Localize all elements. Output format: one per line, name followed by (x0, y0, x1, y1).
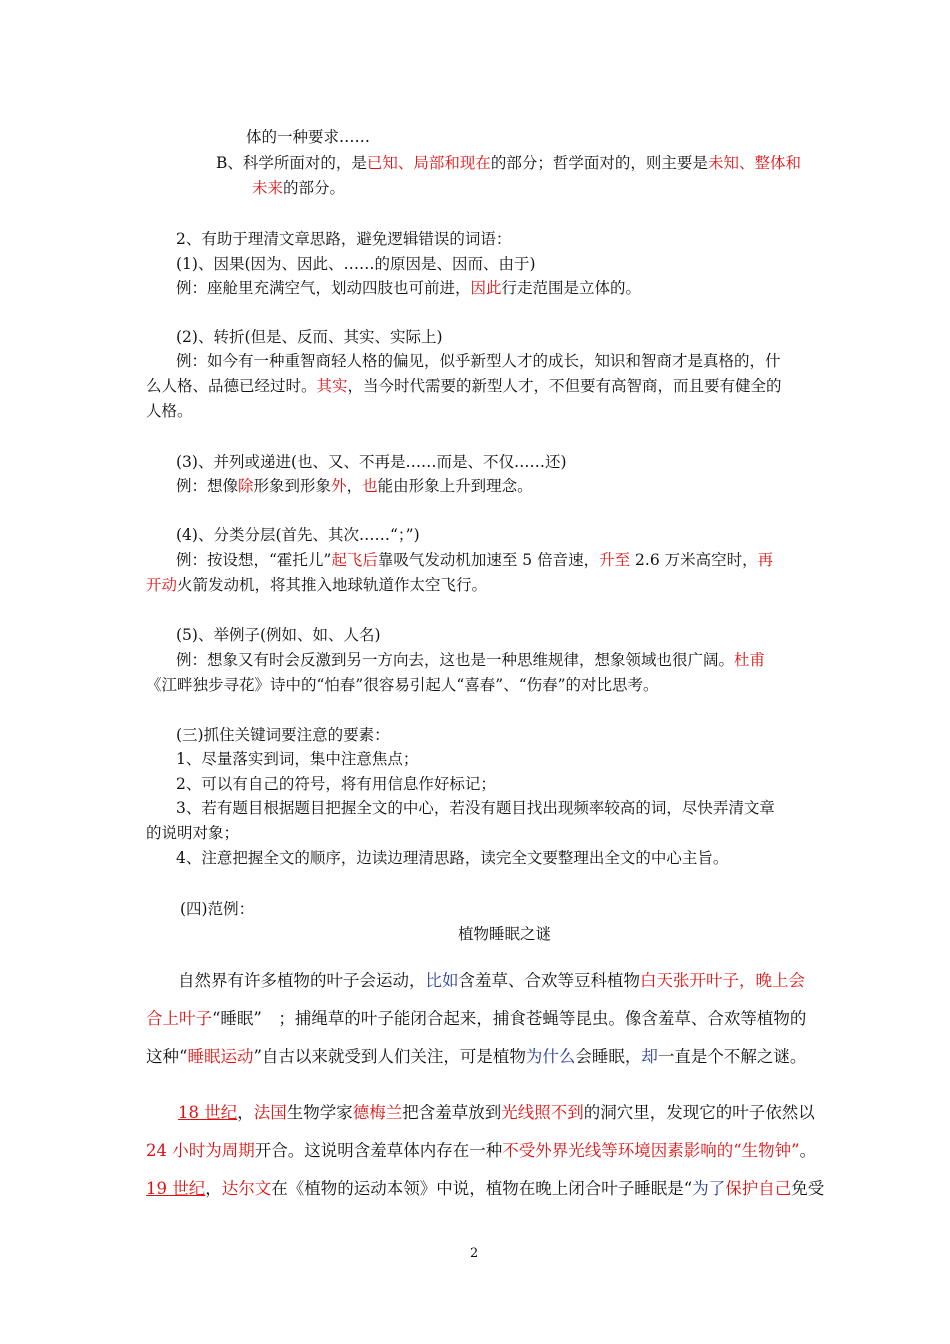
page-number: 2 (470, 1246, 479, 1261)
text-line: 例：想像除形象到形象外，也能由形象上升到理念。 (176, 477, 533, 495)
text-line: 自然界有许多植物的叶子会运动，比如含羞草、合欢等豆科植物白天张开叶子，晚上会 (178, 971, 805, 990)
text-line: 开动火箭发动机，将其推入地球轨道作太空飞行。 (146, 576, 488, 594)
text-line: 《江畔独步寻花》诗中的“怕春”很容易引起人“喜春”、“伤春”的对比思考。 (146, 676, 659, 694)
text-line: 4、注意把握全文的顺序，边读边理清思路，读完全文要整理出全文的中心主旨。 (176, 849, 729, 867)
text-line: 2、可以有自己的符号，将有用信息作好标记； (176, 775, 496, 793)
text-line: 例：按设想，“霍托儿”起飞后靠吸气发动机加速至 5 倍音速，升至 2.6 万米高空时，再 (176, 551, 774, 569)
text-line: (2)、转折(但是、反而、其实、实际上) (176, 328, 443, 346)
text-line: 体的一种要求…… (246, 128, 371, 146)
text-line: 的说明对象； (146, 824, 240, 842)
text-line: 2、有助于理清文章思路，避免逻辑错误的词语： (176, 230, 512, 248)
text-line: B、科学所面对的，是已知、局部和现在的部分；哲学面对的，则主要是未知、整体和 (216, 154, 801, 172)
text-line: 合上叶子“睡眠” ；捕绳草的叶子能闭合起来，捕食苍蝇等昆虫。像含羞草、合欢等植物的 (146, 1009, 807, 1028)
text-line: 例：想象又有时会反激到另一方向去，这也是一种思维规律，想象领域也很广阔。杜甫 (176, 651, 766, 669)
text-line: 24 小时为周期开合。这说明含羞草体内存在一种不受外界光线等环境因素影响的“生物钟”。 (146, 1141, 817, 1160)
text-line: 1、尽量落实到词，集中注意焦点； (176, 750, 419, 768)
text-line: (三)抓住关键词要注意的要素： (176, 726, 390, 744)
text-line: (四)范例： (180, 900, 255, 918)
text-line: 未来的部分。 (252, 179, 346, 197)
text-line: (5)、举例子(例如、如、人名) (176, 626, 381, 644)
text-line: 3、若有题目根据题目把握全文的中心，若没有题目找出现频率较高的词，尽快弄清文章 (176, 799, 775, 817)
text-line: 18 世纪，法国生物学家德梅兰把含羞草放到光线照不到的洞穴里，发现它的叶子依然以 (178, 1103, 815, 1122)
text-line: 例：座舱里充满空气，划动四肢也可前进，因此行走范围是立体的。 (176, 279, 642, 297)
text-line: 人格。 (146, 402, 193, 420)
text-line: 19 世纪，达尔文在《植物的运动本领》中说，植物在晚上闭合叶子睡眠是“为了保护自己免受 (146, 1179, 825, 1198)
article-title: 植物睡眠之谜 (458, 925, 552, 943)
text-line: 例：如今有一种重智商轻人格的偏见，似乎新型人才的成长，知识和智商才是真格的，什 (176, 352, 781, 370)
text-line: 这种“睡眠运动”自古以来就受到人们关注，可是植物为什么会睡眠，却一直是个不解之谜。 (146, 1047, 807, 1066)
text-line: (4)、分类分层(首先、其次……“；”) (176, 526, 420, 544)
text-line: (1)、因果(因为、因此、……的原因是、因而、由于) (176, 255, 536, 273)
text-line: 么人格、品德已经过时。其实，当今时代需要的新型人才，不但要有高智商，而且要有健全的 (146, 377, 782, 395)
text-line: (3)、并列或递进(也、又、不再是……而是、不仅……还) (176, 453, 567, 471)
